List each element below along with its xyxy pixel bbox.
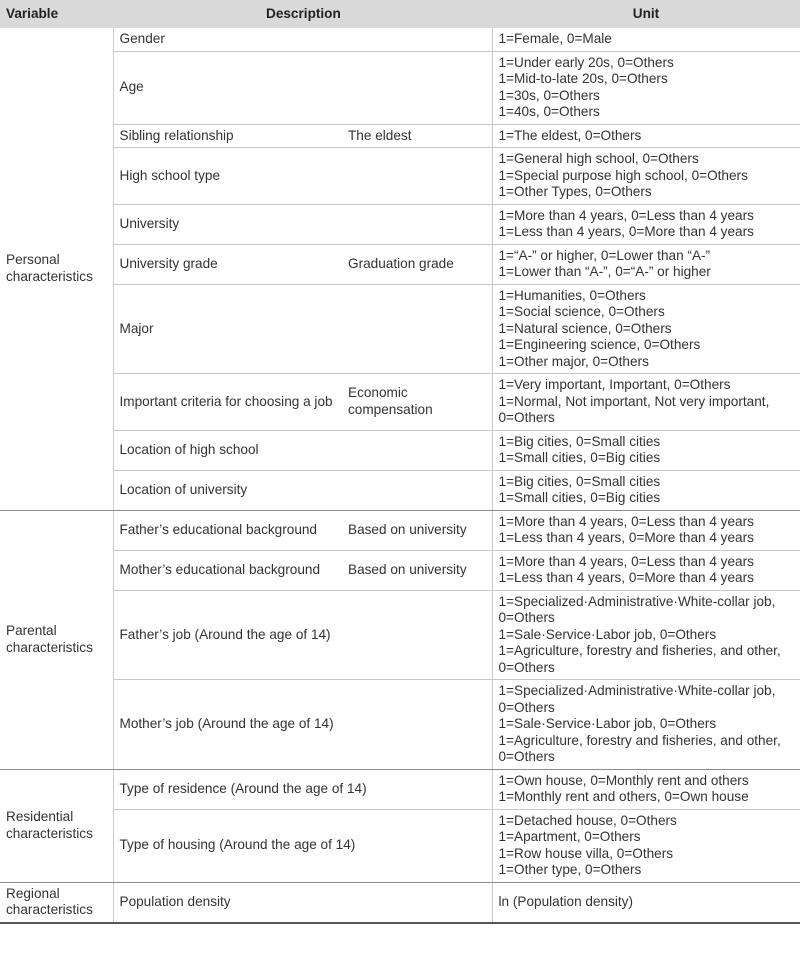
header-row	[0, 0, 800, 28]
unit-line: 1=Lower than “A-”, 0=“A-” or higher	[498, 264, 711, 279]
unit-line: 1=Specialized·Administrative·White-collar job, 0=Others	[498, 593, 776, 625]
unit-line: 1=40s, 0=Others	[498, 104, 600, 119]
unit-line: 1=Detached house, 0=Others	[498, 812, 677, 828]
table-row	[0, 204, 800, 244]
table-body	[0, 28, 800, 923]
table-row	[0, 590, 800, 680]
unit-line: 1=30s, 0=Others	[498, 87, 600, 103]
table-row	[0, 51, 800, 124]
unit-cell	[492, 430, 800, 470]
table-row	[0, 430, 800, 470]
table-row	[0, 374, 800, 431]
unit-line: 1=“A-” or higher, 0=Lower than “A-”	[498, 247, 711, 263]
unit-line: 1=Agriculture, forestry and fisheries, and other, 0=Others	[498, 643, 781, 675]
unit-cell	[492, 590, 800, 680]
unit-line: 1=Sale·Service·Labor job, 0=Others	[498, 716, 717, 731]
unit-line: 1=Mid-to-late 20s, 0=Others	[498, 71, 668, 86]
unit-cell	[492, 124, 800, 148]
unit-line: 1=General high school, 0=Others	[498, 151, 699, 166]
table-row	[0, 769, 800, 809]
description-cell: Type of residence (Around the age of 14)	[113, 769, 492, 809]
header-unit: Unit	[492, 0, 800, 28]
unit-cell	[492, 882, 800, 923]
unit-line: 1=Under early 20s, 0=Others	[498, 54, 674, 70]
unit-line: 1=Apartment, 0=Others	[498, 829, 641, 844]
unit-cell	[492, 809, 800, 882]
description-cell: Father’s job (Around the age of 14)	[113, 590, 492, 680]
description-cell: Age	[113, 51, 492, 124]
unit-cell	[492, 148, 800, 205]
table-row	[0, 470, 800, 510]
description-cell: Location of high school	[113, 430, 492, 470]
description-cell: Sibling relationship	[113, 124, 342, 148]
unit-cell	[492, 769, 800, 809]
unit-line: 1=More than 4 years, 0=Less than 4 years	[498, 513, 754, 529]
unit-line: 1=Natural science, 0=Others	[498, 320, 672, 336]
unit-line: 1=More than 4 years, 0=Less than 4 years	[498, 553, 754, 569]
unit-line: 1=Monthly rent and others, 0=Own house	[498, 789, 749, 804]
table-row	[0, 510, 800, 550]
unit-cell	[492, 510, 800, 550]
unit-line: 1=Small cities, 0=Big cities	[498, 450, 661, 465]
table-row	[0, 550, 800, 590]
unit-line: 1=Normal, Not important, Not very important, 0=Others	[498, 393, 770, 425]
header-description: Description	[113, 0, 492, 28]
unit-line: 1=Humanities, 0=Others	[498, 287, 646, 303]
unit-line: 1=Other type, 0=Others	[498, 862, 642, 877]
unit-cell	[492, 550, 800, 590]
category-cell: Parental characteristics	[0, 510, 113, 769]
description-cell: University	[113, 204, 492, 244]
unit-cell	[492, 204, 800, 244]
unit-line: 1=Agriculture, forestry and fisheries, and other, 0=Others	[498, 732, 781, 764]
unit-line: 1=Social science, 0=Others	[498, 304, 665, 319]
unit-line: 1=Own house, 0=Monthly rent and others	[498, 772, 749, 788]
unit-cell	[492, 470, 800, 510]
unit-line: 1=Engineering science, 0=Others	[498, 337, 701, 352]
description-cell: Major	[113, 284, 492, 374]
category-cell: Personal characteristics	[0, 28, 113, 510]
unit-line: 1=Other major, 0=Others	[498, 353, 649, 369]
unit-line: 1=Sale·Service·Labor job, 0=Others	[498, 626, 717, 642]
description-cell: Gender	[113, 28, 492, 51]
description-cell: Important criteria for choosing a job	[113, 374, 342, 431]
sub-description-cell: Graduation grade	[342, 244, 492, 284]
table-row	[0, 244, 800, 284]
description-cell: Population density	[113, 882, 492, 923]
description-cell: Father’s educational background	[113, 510, 342, 550]
description-cell: Mother’s job (Around the age of 14)	[113, 680, 492, 770]
table-row	[0, 284, 800, 374]
table-row	[0, 124, 800, 148]
sub-description-cell: The eldest	[342, 124, 492, 148]
unit-cell	[492, 51, 800, 124]
unit-cell	[492, 374, 800, 431]
unit-line: ln (Population density)	[498, 893, 634, 909]
unit-line: 1=Female, 0=Male	[498, 31, 612, 46]
unit-line: 1=Other Types, 0=Others	[498, 184, 652, 199]
unit-line: 1=Row house villa, 0=Others	[498, 845, 674, 861]
unit-line: 1=Special purpose high school, 0=Others	[498, 167, 748, 183]
unit-line: 1=The eldest, 0=Others	[498, 127, 642, 143]
unit-line: 1=Specialized·Administrative·White-collar job, 0=Others	[498, 683, 776, 715]
table-row	[0, 809, 800, 882]
unit-line: 1=Very important, Important, 0=Others	[498, 377, 731, 392]
unit-cell	[492, 28, 800, 51]
description-cell: High school type	[113, 148, 492, 205]
sub-description-cell: Based on university	[342, 510, 492, 550]
description-cell: University grade	[113, 244, 342, 284]
unit-cell	[492, 284, 800, 374]
unit-line: 1=Big cities, 0=Small cities	[498, 473, 661, 489]
table-row	[0, 882, 800, 923]
header-variable: Variable	[0, 0, 113, 28]
unit-line: 1=Small cities, 0=Big cities	[498, 490, 661, 505]
description-cell: Type of housing (Around the age of 14)	[113, 809, 492, 882]
unit-line: 1=Big cities, 0=Small cities	[498, 433, 661, 449]
unit-cell	[492, 244, 800, 284]
category-cell: Residential characteristics	[0, 769, 113, 882]
description-cell: Mother’s educational background	[113, 550, 342, 590]
sub-description-cell: Economic compensation	[342, 374, 492, 431]
description-cell: Location of university	[113, 470, 492, 510]
unit-line: 1=Less than 4 years, 0=More than 4 years	[498, 530, 754, 545]
sub-description-cell: Based on university	[342, 550, 492, 590]
table-row	[0, 28, 800, 51]
table-row	[0, 680, 800, 770]
unit-cell	[492, 680, 800, 770]
unit-line: 1=Less than 4 years, 0=More than 4 years	[498, 570, 754, 585]
table-row	[0, 148, 800, 205]
unit-line: 1=Less than 4 years, 0=More than 4 years	[498, 224, 754, 239]
unit-line: 1=More than 4 years, 0=Less than 4 years	[498, 207, 754, 223]
category-cell: Regional characteristics	[0, 882, 113, 923]
